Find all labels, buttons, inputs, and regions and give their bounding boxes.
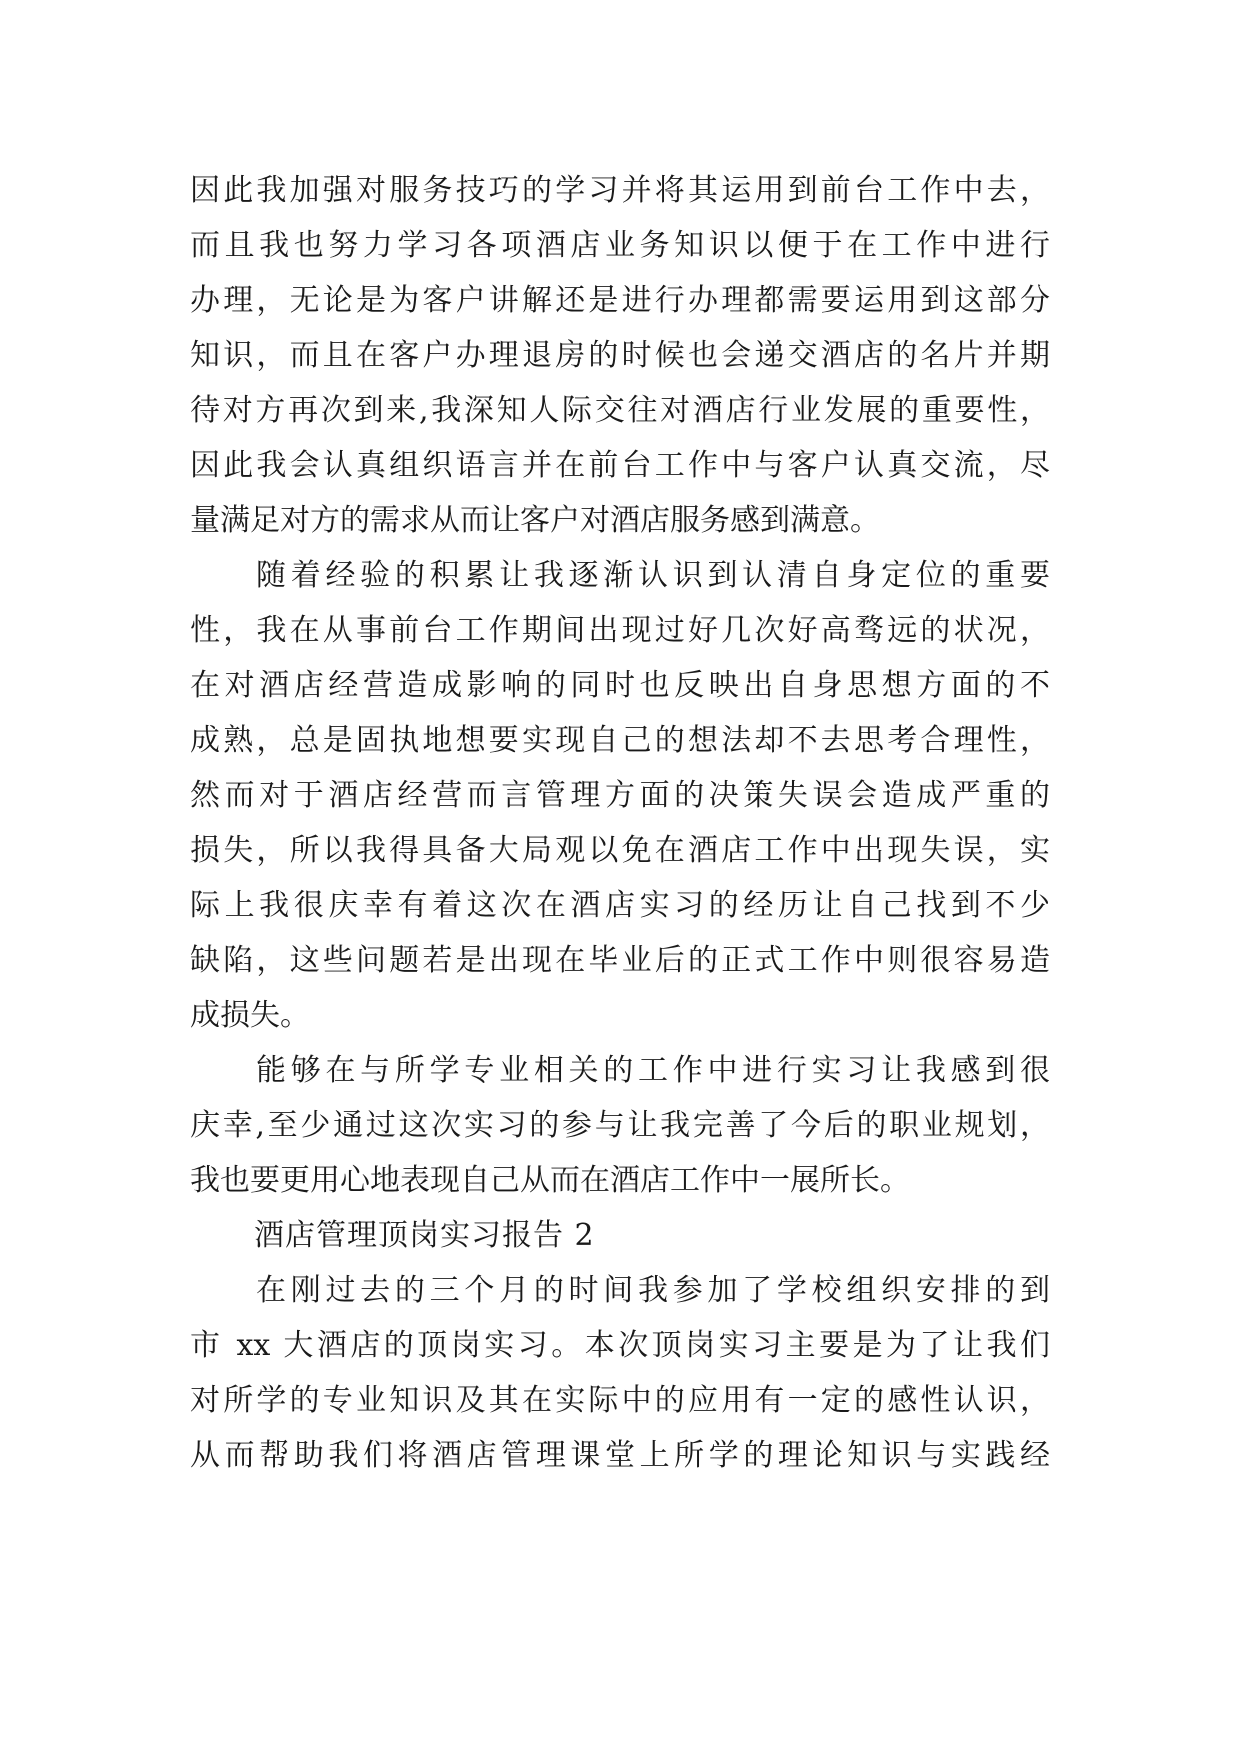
- text-line: 庆幸,至少通过这次实习的参与让我完善了今后的职业规划，: [190, 1108, 1050, 1143]
- text-line: 我也要更用心地表现自己从而在酒店工作中一展所长。: [190, 1163, 910, 1198]
- text-line: 在对酒店经营造成影响的同时也反映出自身思想方面的不: [190, 668, 1050, 703]
- text-line: 损失，所以我得具备大局观以免在酒店工作中出现失误，实: [190, 833, 1050, 868]
- text-line: 能够在与所学专业相关的工作中进行实习让我感到很: [256, 1053, 1050, 1088]
- text-line: 待对方再次到来,我深知人际交往对酒店行业发展的重要性，: [190, 393, 1050, 428]
- paragraph-3: [190, 1043, 1050, 1208]
- text-line: 市 xx 大酒店的顶岗实习。本次顶岗实习主要是为了让我们: [190, 1328, 1050, 1363]
- text-line: 性，我在从事前台工作期间出现过好几次好高骛远的状况，: [190, 613, 1050, 648]
- text-line: 际上我很庆幸有着这次在酒店实习的经历让自己找到不少: [190, 888, 1050, 923]
- text-line: 在刚过去的三个月的时间我参加了学校组织安排的到: [256, 1273, 1050, 1308]
- text-line: 因此我加强对服务技巧的学习并将其运用到前台工作中去，: [190, 173, 1050, 208]
- section-title: 酒店管理顶岗实习报告 2: [254, 1218, 595, 1253]
- text-line: 成熟，总是固执地想要实现自己的想法却不去思考合理性，: [190, 723, 1050, 758]
- paragraph-4: [190, 1263, 1050, 1483]
- document-body: [190, 163, 1050, 1483]
- paragraph-1: [190, 163, 1050, 548]
- text-line: 从而帮助我们将酒店管理课堂上所学的理论知识与实践经: [190, 1438, 1050, 1473]
- text-line: 成损失。: [190, 998, 310, 1033]
- text-line: 对所学的专业知识及其在实际中的应用有一定的感性认识，: [190, 1383, 1050, 1418]
- text-line: 办理，无论是为客户讲解还是进行办理都需要运用到这部分: [190, 283, 1050, 318]
- paragraph-2: [190, 548, 1050, 1043]
- text-line: 然而对于酒店经营而言管理方面的决策失误会造成严重的: [190, 778, 1050, 813]
- text-line: 而且我也努力学习各项酒店业务知识以便于在工作中进行: [190, 228, 1050, 263]
- text-line: 随着经验的积累让我逐渐认识到认清自身定位的重要: [256, 558, 1050, 593]
- text-line: 因此我会认真组织语言并在前台工作中与客户认真交流，尽: [190, 448, 1050, 483]
- text-line: 知识，而且在客户办理退房的时候也会递交酒店的名片并期: [190, 338, 1050, 373]
- text-line: 量满足对方的需求从而让客户对酒店服务感到满意。: [190, 503, 880, 538]
- text-line: 缺陷，这些问题若是出现在毕业后的正式工作中则很容易造: [190, 943, 1050, 978]
